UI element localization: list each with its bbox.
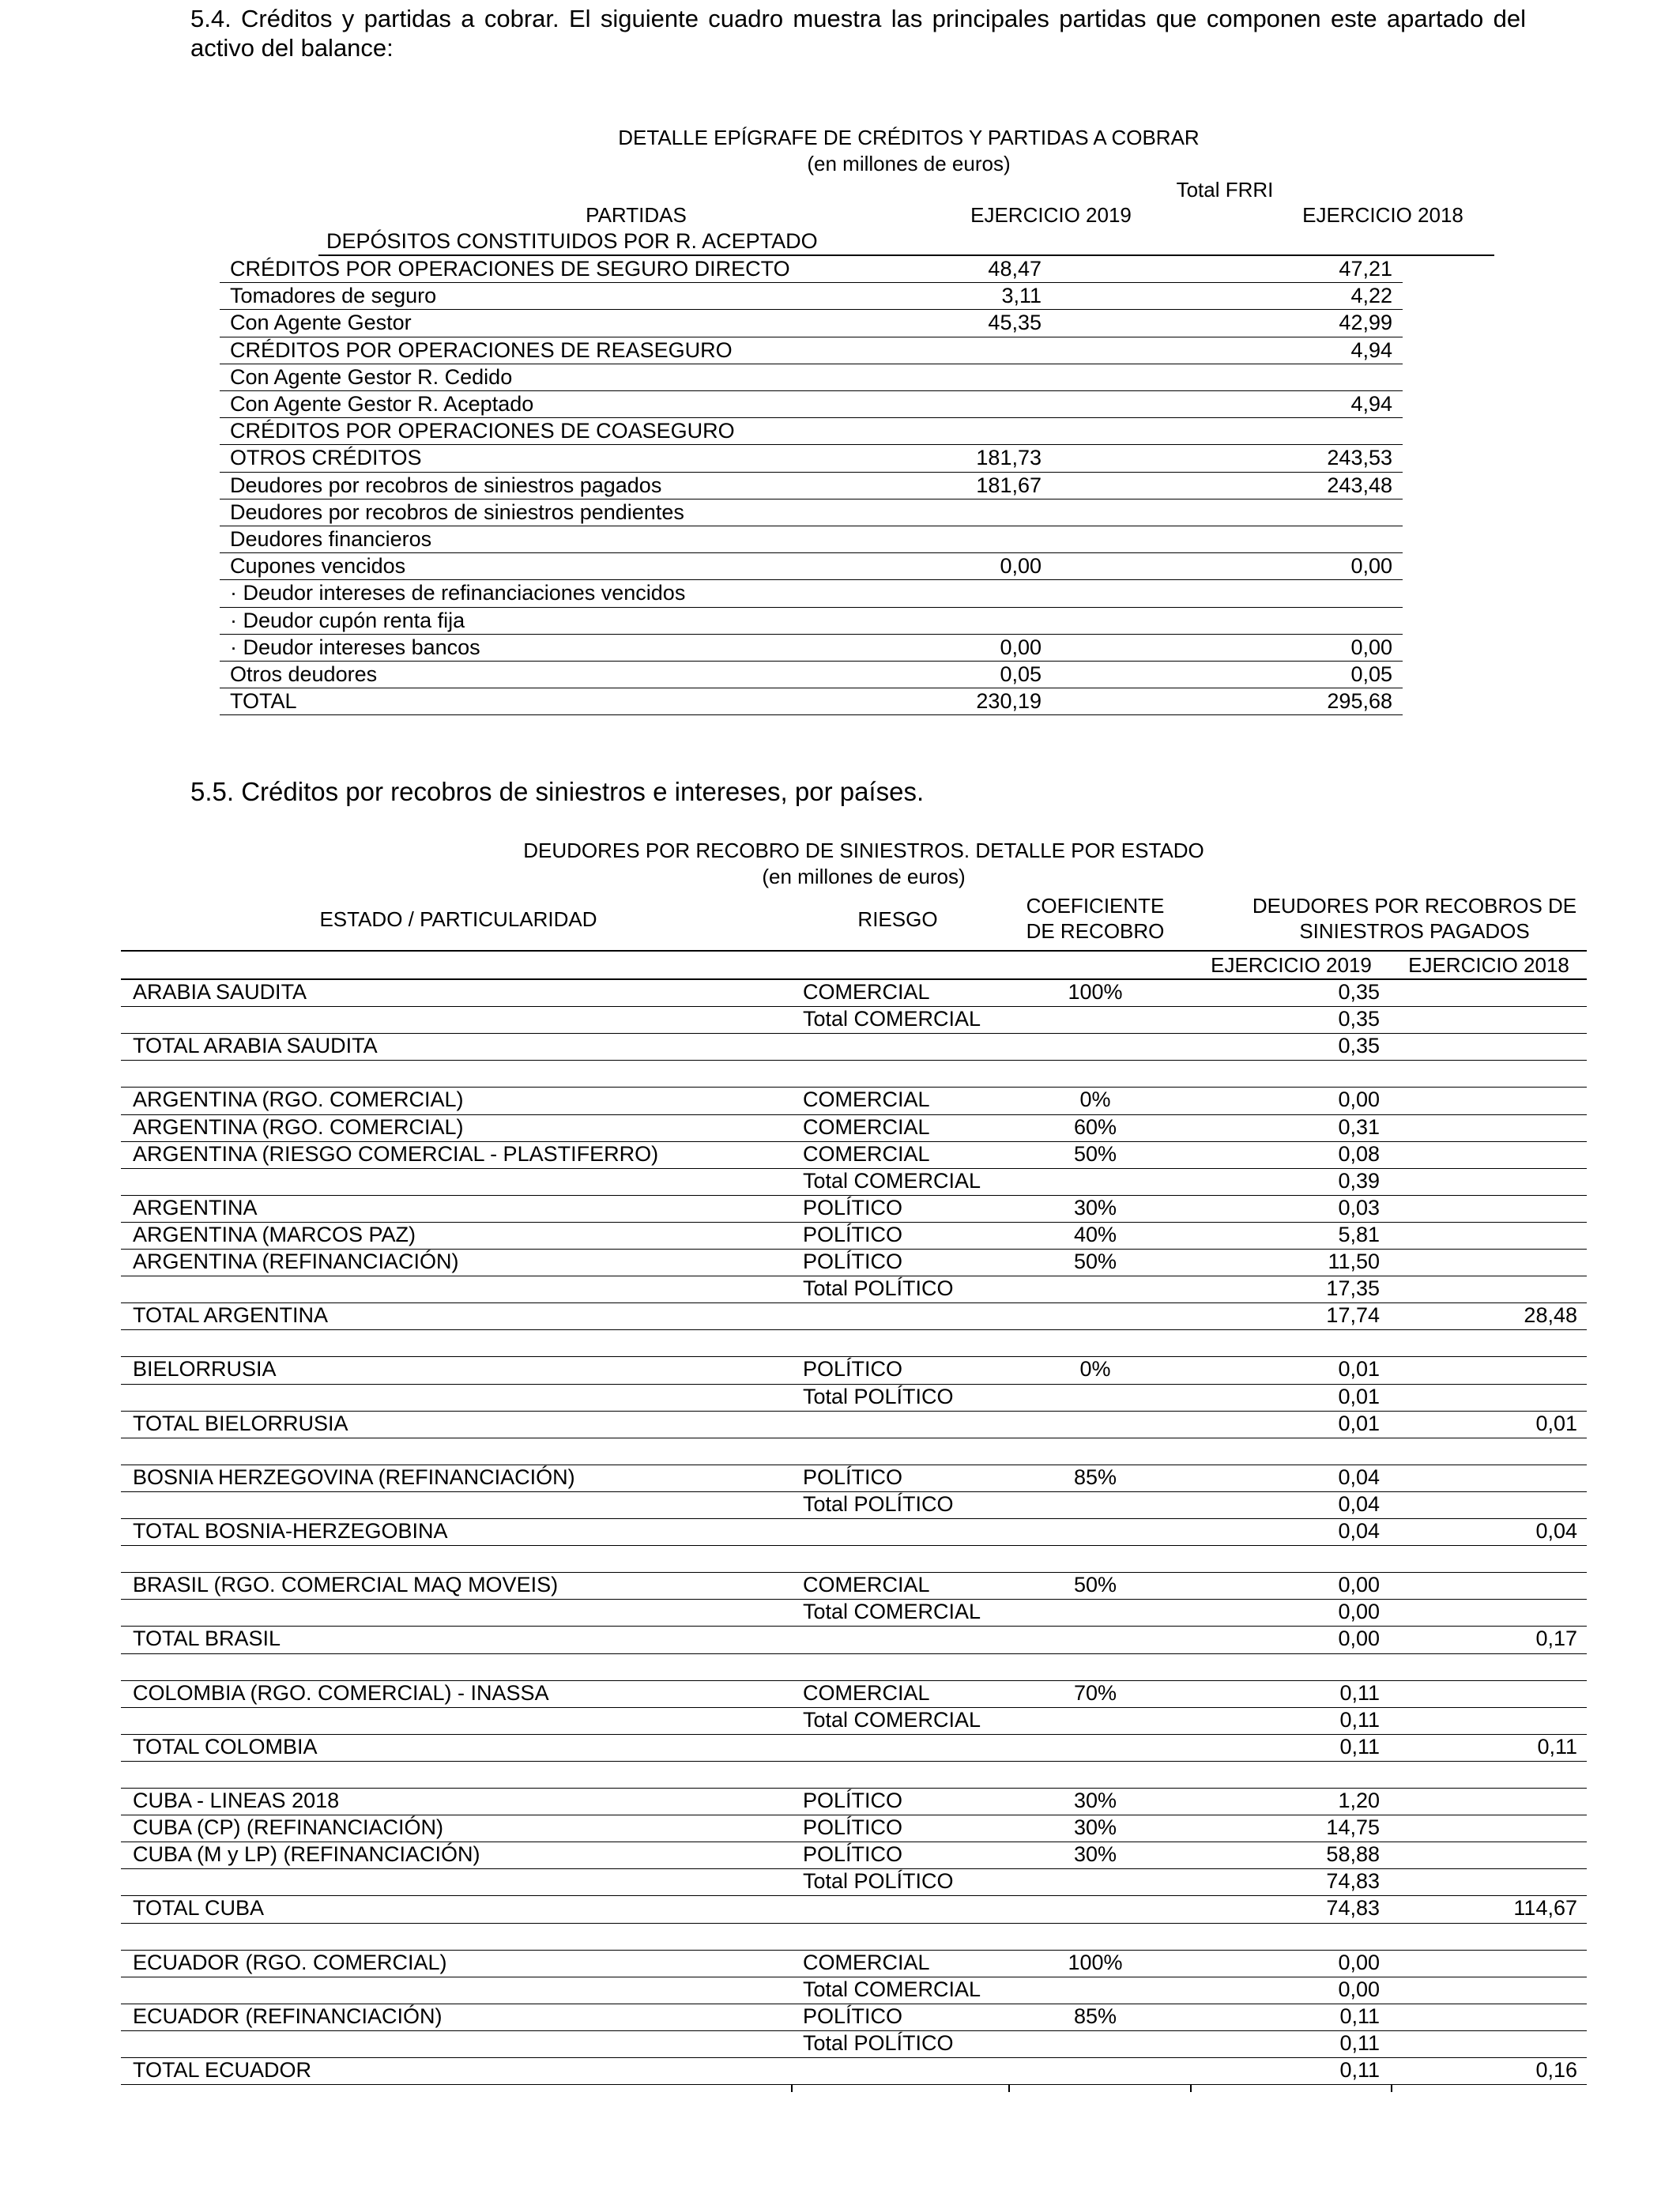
table1-row-rule xyxy=(220,607,1403,608)
table2-row-estado: BIELORRUSIA xyxy=(133,1357,277,1382)
table2-row-2019: 1,20 xyxy=(1338,1789,1380,1812)
table1-row-label: Deudores por recobros de siniestros pendientes xyxy=(230,499,684,524)
table2-row-coef: 85% xyxy=(1073,2004,1117,2028)
table2-row-riesgo: POLÍTICO xyxy=(803,1465,903,1489)
table2-row-2019: 0,03 xyxy=(1338,1195,1380,1220)
table2-row-2019: 17,35 xyxy=(1326,1276,1380,1301)
table2-row-riesgo: POLÍTICO xyxy=(803,1222,903,1246)
table2-row-coef: 60% xyxy=(1073,1114,1117,1139)
table1-col-partidas: PARTIDAS xyxy=(586,203,687,227)
table2-row-2019: 0,11 xyxy=(1339,2058,1380,2082)
table2-col-2019: EJERCICIO 2019 xyxy=(1211,953,1372,977)
table2-row-riesgo: Total COMERCIAL xyxy=(803,1977,981,2001)
table2-row-estado: TOTAL BOSNIA-HERZEGOBINA xyxy=(133,1519,448,1543)
table1-row-rule xyxy=(220,472,1403,473)
table2-row-riesgo: POLÍTICO xyxy=(803,1789,903,1812)
table2-row-2019: 17,74 xyxy=(1326,1303,1380,1328)
table2-row-2019: 0,00 xyxy=(1338,1977,1380,2001)
table2-row-estado: ARGENTINA (REFINANCIACIÓN) xyxy=(133,1250,459,1273)
table2-row-2018: 0,11 xyxy=(1537,1734,1577,1759)
table2-row-2019: 0,00 xyxy=(1338,1950,1380,1974)
table1-row-label: CRÉDITOS POR OPERACIONES DE COASEGURO xyxy=(230,419,735,443)
table2-column-tick xyxy=(1008,2084,1010,2092)
table2-row-coef: 30% xyxy=(1073,1842,1117,1867)
table1-row-2018: 47,21 xyxy=(1339,257,1392,281)
table1-pre-row: DEPÓSITOS CONSTITUIDOS POR R. ACEPTADO xyxy=(326,229,818,253)
table2-row-2019: 11,50 xyxy=(1328,1250,1380,1273)
table2-row-coef: 50% xyxy=(1073,1250,1117,1273)
table2-row-riesgo: COMERCIAL xyxy=(803,1950,930,1974)
table2-row-riesgo: Total POLÍTICO xyxy=(803,1491,954,1516)
table1-row-rule xyxy=(220,661,1403,662)
table1-row-rule xyxy=(220,714,1403,715)
section-55-heading: 5.5. Créditos por recobros de siniestros e intereses, por países. xyxy=(190,777,925,806)
table2-subtitle: (en millones de euros) xyxy=(762,865,966,888)
table2-row-rule xyxy=(121,1923,1587,1924)
table2-row-riesgo: Total POLÍTICO xyxy=(803,2030,954,2055)
table1-row-2018: 4,94 xyxy=(1350,337,1392,362)
table1-row-rule xyxy=(220,579,1403,580)
table2-row-coef: 70% xyxy=(1073,1680,1117,1705)
table2-row-2019: 74,83 xyxy=(1326,1896,1380,1921)
table1-row-2018: 295,68 xyxy=(1327,689,1392,714)
table1-row-2019: 45,35 xyxy=(988,311,1042,335)
table1-subtitle: (en millones de euros) xyxy=(807,152,1011,175)
table1-row-2018: 4,22 xyxy=(1350,284,1392,308)
table1-row-label: CRÉDITOS POR OPERACIONES DE REASEGURO xyxy=(230,337,733,362)
table1-header-rule xyxy=(318,254,1494,256)
table2-row-estado: TOTAL COLOMBIA xyxy=(133,1734,318,1759)
table2-row-2018: 0,17 xyxy=(1535,1627,1577,1651)
table2-row-2019: 0,04 xyxy=(1338,1519,1380,1543)
table2-col-coef-2: DE RECOBRO xyxy=(1026,919,1165,943)
table1-row-2019: 181,67 xyxy=(976,473,1042,497)
table1-row-label: CRÉDITOS POR OPERACIONES DE SEGURO DIRECTO xyxy=(230,257,790,281)
table2-row-2019: 0,11 xyxy=(1339,2030,1380,2055)
table2-row-estado: TOTAL ARABIA SAUDITA xyxy=(133,1034,378,1058)
table1-row-label: TOTAL xyxy=(230,689,297,714)
table2-row-estado: ARABIA SAUDITA xyxy=(133,980,307,1004)
table1-group-header: Total FRRI xyxy=(1176,178,1274,202)
table2-col-coef-1: COEFICIENTE xyxy=(1026,894,1165,918)
table2-row-riesgo: POLÍTICO xyxy=(803,1815,903,1840)
table2-row-2019: 74,83 xyxy=(1326,1869,1380,1894)
table2-row-2019: 0,01 xyxy=(1338,1357,1380,1382)
table2-row-2019: 0,35 xyxy=(1338,980,1380,1004)
table2-row-riesgo: Total COMERCIAL xyxy=(803,1600,981,1624)
table2-row-riesgo: POLÍTICO xyxy=(803,1357,903,1382)
table1-row-label: Deudores por recobros de siniestros pagados xyxy=(230,473,662,497)
table2-column-tick xyxy=(1391,2084,1392,2092)
table2-row-2019: 0,00 xyxy=(1338,1627,1380,1651)
table2-row-2019: 0,01 xyxy=(1338,1384,1380,1408)
table2-row-2019: 58,88 xyxy=(1326,1842,1380,1867)
table2-row-riesgo: COMERCIAL xyxy=(803,980,930,1004)
table2-row-2019: 0,11 xyxy=(1339,1680,1380,1705)
table1-row-rule xyxy=(220,444,1403,445)
table2-row-estado: ARGENTINA (RGO. COMERCIAL) xyxy=(133,1114,464,1139)
table2-row-riesgo: Total POLÍTICO xyxy=(803,1384,954,1408)
table1-row-2019: 48,47 xyxy=(988,257,1042,281)
table1-row-2019: 3,11 xyxy=(1001,284,1042,308)
table2-row-2019: 5,81 xyxy=(1338,1222,1380,1246)
table2-row-2019: 0,00 xyxy=(1338,1088,1380,1112)
table1-row-2019: 0,00 xyxy=(1000,554,1042,579)
table2-row-coef: 0% xyxy=(1079,1357,1111,1382)
table1-row-label: Cupones vencidos xyxy=(230,554,406,579)
table2-row-rule xyxy=(121,2084,1587,2085)
table1-row-rule xyxy=(220,417,1403,418)
table1-row-rule xyxy=(220,309,1403,310)
table2-row-coef: 40% xyxy=(1073,1222,1117,1246)
table2-header-rule-top xyxy=(121,950,1587,952)
table2-row-2019: 0,11 xyxy=(1339,1707,1380,1732)
table1-row-rule xyxy=(220,552,1403,553)
table2-row-2019: 0,35 xyxy=(1338,1007,1380,1031)
table2-row-estado: ARGENTINA (MARCOS PAZ) xyxy=(133,1222,416,1246)
table1-row-label: Con Agente Gestor xyxy=(230,311,412,335)
table1-row-label: Deudores financieros xyxy=(230,527,432,551)
table2-row-riesgo: COMERCIAL xyxy=(803,1573,930,1597)
table2-row-2018: 0,16 xyxy=(1535,2058,1577,2082)
table2-row-riesgo: Total COMERCIAL xyxy=(803,1007,981,1031)
table2-row-coef: 50% xyxy=(1073,1573,1117,1597)
table2-col-riesgo: RIESGO xyxy=(857,907,938,931)
table1-row-2018: 243,53 xyxy=(1327,446,1392,470)
table2-row-2019: 0,31 xyxy=(1338,1114,1380,1139)
table2-row-2019: 0,11 xyxy=(1339,2004,1380,2028)
table2-row-estado: TOTAL BRASIL xyxy=(133,1627,281,1651)
table2-row-riesgo: COMERCIAL xyxy=(803,1680,930,1705)
table2-row-coef: 100% xyxy=(1068,1950,1123,1974)
table1-row-2019: 181,73 xyxy=(976,446,1042,470)
table2-row-coef: 50% xyxy=(1073,1141,1117,1166)
table1-row-2019: 0,05 xyxy=(1000,662,1042,686)
table1-row-label: Otros deudores xyxy=(230,662,378,686)
table1-row-2018: 42,99 xyxy=(1339,311,1392,335)
table2-row-estado: BOSNIA HERZEGOVINA (REFINANCIACIÓN) xyxy=(133,1465,575,1489)
table2-row-2019: 0,11 xyxy=(1339,1734,1380,1759)
table2-row-2019: 14,75 xyxy=(1326,1815,1380,1840)
table2-row-2018: 28,48 xyxy=(1524,1303,1577,1328)
table1-row-label: OTROS CRÉDITOS xyxy=(230,446,422,470)
table1-row-rule xyxy=(220,390,1403,391)
table1-row-rule xyxy=(220,282,1403,283)
table2-row-estado: TOTAL BIELORRUSIA xyxy=(133,1411,348,1435)
table2-row-estado: CUBA - LINEAS 2018 xyxy=(133,1789,340,1812)
table2-row-coef: 100% xyxy=(1068,980,1123,1004)
table2-column-tick xyxy=(1190,2084,1192,2092)
table1-row-label: · Deudor intereses de refinanciaciones vencidos xyxy=(230,581,686,605)
table2-row-estado: TOTAL ARGENTINA xyxy=(133,1303,329,1328)
table2-row-riesgo: Total POLÍTICO xyxy=(803,1276,954,1301)
table2-row-estado: TOTAL ECUADOR xyxy=(133,2058,312,2082)
table2-row-2019: 0,08 xyxy=(1338,1141,1380,1166)
table2-row-riesgo: Total POLÍTICO xyxy=(803,1869,954,1894)
table2-row-riesgo: COMERCIAL xyxy=(803,1114,930,1139)
table2-row-2018: 114,67 xyxy=(1513,1896,1577,1921)
table2-row-2019: 0,04 xyxy=(1338,1491,1380,1516)
table2-title: DEUDORES POR RECOBRO DE SINIESTROS. DETALLE POR ESTADO xyxy=(523,839,1204,862)
table2-row-2018: 0,01 xyxy=(1535,1411,1577,1435)
table2-row-estado: ECUADOR (RGO. COMERCIAL) xyxy=(133,1950,447,1974)
table2-col-deud-1: DEUDORES POR RECOBROS DE xyxy=(1252,894,1577,918)
table2-row-estado: ARGENTINA (RGO. COMERCIAL) xyxy=(133,1088,464,1112)
table2-row-riesgo: POLÍTICO xyxy=(803,1195,903,1220)
table2-row-2019: 0,01 xyxy=(1338,1411,1380,1435)
table2-column-tick xyxy=(791,2084,793,2092)
table1-title: DETALLE EPÍGRAFE DE CRÉDITOS Y PARTIDAS A COBRAR xyxy=(618,126,1200,149)
table2-row-riesgo: POLÍTICO xyxy=(803,1842,903,1867)
table2-row-2019: 0,00 xyxy=(1338,1573,1380,1597)
section-54-paragraph: 5.4. Créditos y partidas a cobrar. El siguiente cuadro muestra las principales partidas que componen este apartado del activo del balance: xyxy=(190,5,1526,62)
table2-row-coef: 85% xyxy=(1073,1465,1117,1489)
table2-row-riesgo: Total COMERCIAL xyxy=(803,1168,981,1193)
table1-row-2018: 0,00 xyxy=(1350,635,1392,659)
table2-row-2019: 0,04 xyxy=(1338,1465,1380,1489)
table1-row-2019: 0,00 xyxy=(1000,635,1042,659)
table1-col-2018: EJERCICIO 2018 xyxy=(1302,203,1463,227)
table2-row-2019: 0,35 xyxy=(1338,1034,1380,1058)
table1-row-2018: 0,00 xyxy=(1350,554,1392,579)
table1-row-2018: 243,48 xyxy=(1327,473,1392,497)
table2-row-riesgo: COMERCIAL xyxy=(803,1088,930,1112)
table2-row-estado: TOTAL CUBA xyxy=(133,1896,265,1921)
table2-row-rule xyxy=(121,1329,1587,1330)
table2-row-riesgo: Total COMERCIAL xyxy=(803,1707,981,1732)
table2-row-coef: 0% xyxy=(1079,1088,1111,1112)
table1-row-2018: 4,94 xyxy=(1350,392,1392,416)
table2-row-estado: COLOMBIA (RGO. COMERCIAL) - INASSA xyxy=(133,1680,549,1705)
table2-row-rule xyxy=(121,1761,1587,1762)
table1-row-2019: 230,19 xyxy=(976,689,1042,714)
table2-row-riesgo: POLÍTICO xyxy=(803,1250,903,1273)
table2-row-coef: 30% xyxy=(1073,1789,1117,1812)
table1-row-label: · Deudor cupón renta fija xyxy=(230,608,465,632)
table2-row-rule xyxy=(121,1653,1587,1654)
table1-row-label: Con Agente Gestor R. Aceptado xyxy=(230,392,534,416)
table2-row-2019: 0,00 xyxy=(1338,1600,1380,1624)
table2-row-rule xyxy=(121,1545,1587,1546)
table2-row-rule xyxy=(121,1060,1587,1061)
table1-row-label: · Deudor intereses bancos xyxy=(230,635,480,659)
table2-row-2018: 0,04 xyxy=(1535,1519,1577,1543)
table2-row-riesgo: POLÍTICO xyxy=(803,2004,903,2028)
table2-row-estado: ARGENTINA (RIESGO COMERCIAL - PLASTIFERRO) xyxy=(133,1141,659,1166)
table1-row-label: Tomadores de seguro xyxy=(230,284,437,308)
table2-row-riesgo: COMERCIAL xyxy=(803,1141,930,1166)
table2-row-coef: 30% xyxy=(1073,1195,1117,1220)
table2-col-deud-2: SINIESTROS PAGADOS xyxy=(1299,919,1530,943)
table1-row-rule xyxy=(220,634,1403,635)
table2-col-2018: EJERCICIO 2018 xyxy=(1408,953,1569,977)
table1-row-label: Con Agente Gestor R. Cedido xyxy=(230,364,513,389)
table2-col-estado: ESTADO / PARTICULARIDAD xyxy=(319,907,597,931)
table2-row-coef: 30% xyxy=(1073,1815,1117,1840)
table2-row-estado: CUBA (CP) (REFINANCIACIÓN) xyxy=(133,1815,444,1840)
table2-row-estado: CUBA (M y LP) (REFINANCIACIÓN) xyxy=(133,1842,480,1867)
table2-row-estado: ECUADOR (REFINANCIACIÓN) xyxy=(133,2004,443,2028)
table2-row-estado: ARGENTINA xyxy=(133,1195,258,1220)
table1-col-2019: EJERCICIO 2019 xyxy=(970,203,1132,227)
table2-row-estado: BRASIL (RGO. COMERCIAL MAQ MOVEIS) xyxy=(133,1573,559,1597)
table1-row-2018: 0,05 xyxy=(1350,662,1392,686)
table2-row-2019: 0,39 xyxy=(1338,1168,1380,1193)
